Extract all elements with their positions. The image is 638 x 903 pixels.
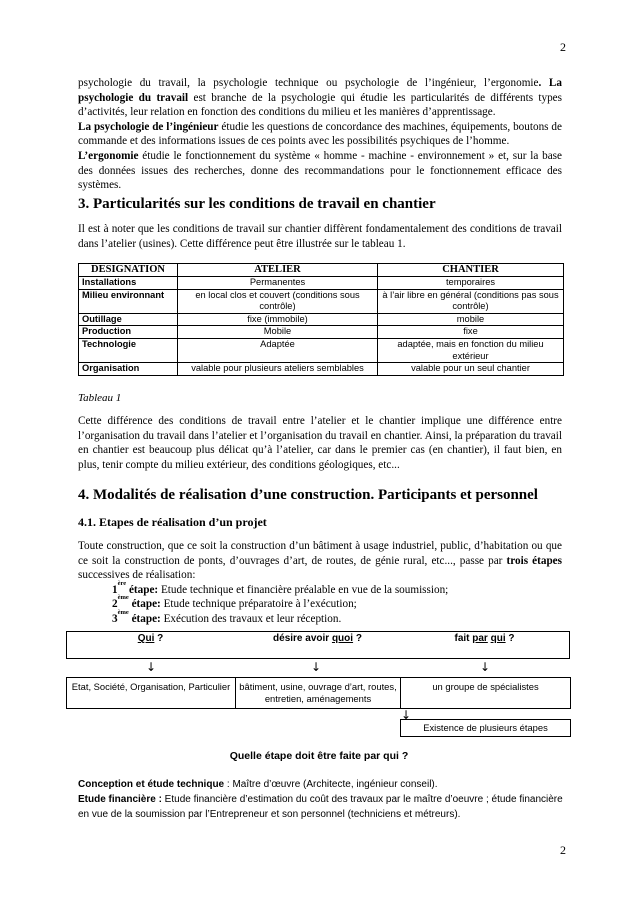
- diagram-header-what: [235, 631, 400, 659]
- header-by-word: par: [472, 633, 488, 644]
- table-cell: valable pour un seul chantier: [378, 363, 564, 376]
- diagram-box-by-whom: un groupe de spécialistes: [400, 677, 571, 709]
- table-cell: Mobile: [178, 326, 378, 339]
- header-by-rest: ?: [505, 633, 515, 644]
- step-number: 3: [112, 612, 118, 625]
- after-table-paragraph: Cette différence des conditions de travail entre l’atelier et le chantier implique une différence entre l’organisation du travail dans l’atelier et l’organisation du travail en chantier. Ainsi, la préparation du travail en chantier est beaucoup plus délicat qu’à l’atelier, car dans le premier cas (en chantier), il faut bien, en plus, tenir compte du milieu extérieur, des conditions géologiques, etc...: [78, 415, 562, 471]
- intro-text: [78, 76, 562, 193]
- page-number-top: 2: [560, 40, 566, 54]
- table-caption: Tableau 1: [78, 392, 122, 404]
- table-cell: adaptée, mais en fonction du milieu extérieur: [378, 338, 564, 362]
- section-3-paragraph: Il est à noter que les conditions de travail sur chantier diffèrent fondamentalement des conditions de travail dans l’atelier (usines). Cette différence peut être illustrée sur le tableau 1.: [78, 223, 562, 250]
- step-item: [112, 608, 562, 627]
- table-cell: mobile: [378, 313, 564, 326]
- diagram-question: Quelle étape doit être faite par qui ?: [229, 750, 409, 762]
- table-row: [79, 338, 564, 362]
- intro-p1-rest: est branche de la psychologie qui étudie les particularités de différents types d’activités, leur relation en fonction des conditions du milieu et les manières d’apprentissage.: [78, 91, 563, 119]
- header-what-word: quoi: [331, 633, 354, 644]
- table-cell: temporaires: [378, 277, 564, 290]
- arrow-down-icon: ↓: [401, 708, 412, 722]
- step-text: Etude technique et financière préalable en vue de la soumission;: [158, 583, 449, 596]
- intro-paragraph-2: [78, 120, 562, 149]
- table-cell: Organisation: [79, 363, 178, 376]
- step-number: 1: [112, 583, 118, 596]
- section-4-heading: 4. Modalités de réalisation d’une construction. Participants et personnel: [78, 487, 538, 503]
- table-cell: valable pour plusieurs ateliers semblables: [178, 363, 378, 376]
- arrow-down-icon: ↓: [480, 660, 491, 674]
- steps-list: [78, 579, 562, 627]
- step-text: Etude technique préparatoire à l’exécution;: [160, 598, 357, 611]
- header-what-rest: ?: [353, 633, 362, 644]
- intro-p1-bold: . La psychologie du travail: [78, 77, 562, 104]
- diagram-header-by-whom: [400, 631, 570, 659]
- bottom-line-1-text: : Maître d’œuvre (Architecte, ingénieur conseil).: [224, 779, 438, 790]
- step-ordinal: ème: [117, 608, 129, 616]
- header-what-pre: désire avoir: [273, 633, 332, 644]
- table-row: [79, 277, 564, 290]
- intro-p2-text: étudie les questions de concordance des machines, équipements, boutons de commande et des informations issues de ces points avec les possibilités psychiques de l’homme.: [78, 120, 562, 148]
- step-ordinal: ème: [117, 594, 129, 602]
- table-row: [79, 289, 564, 313]
- intro-paragraph-1: [78, 76, 562, 120]
- page-number-bottom: 2: [560, 843, 566, 857]
- header-whom-word: qui: [490, 633, 506, 644]
- intro-p3-text: étudie le fonctionnement du système « homme - machine - environnement » et, sur la base des données issues des recherches, donne des recommandations pour le fonctionnement efficace des systèmes.: [78, 149, 562, 192]
- table-row: [79, 313, 564, 326]
- intro-paragraph-3: [78, 149, 562, 193]
- arrow-down-icon: ↓: [146, 660, 157, 674]
- table-header: DESIGNATION: [79, 264, 178, 277]
- header-who-word: Qui: [137, 633, 155, 644]
- steps-intro-bold: trois étapes: [506, 554, 562, 567]
- bottom-line-2-bold: Etude financière :: [78, 794, 162, 805]
- diagram-box-steps: Existence de plusieurs étapes: [400, 719, 571, 737]
- step-ordinal: ère: [117, 579, 127, 587]
- table-cell: Outillage: [79, 313, 178, 326]
- bottom-line-1-bold: Conception et étude technique: [78, 779, 225, 790]
- steps-intro-rest: successives de réalisation:: [78, 569, 196, 582]
- table-cell: à l’air libre en général (conditions pas sous contrôle): [378, 289, 564, 313]
- section-4-paragraph: [78, 539, 562, 627]
- diagram-header-who: [66, 631, 235, 659]
- header-by-pre: fait: [454, 633, 473, 644]
- step-number: 2: [112, 598, 118, 611]
- conditions-table: [78, 263, 564, 376]
- diagram-box-who: Etat, Société, Organisation, Particulier: [66, 677, 236, 709]
- intro-p1-text: psychologie du travail, la psychologie technique ou psychologie de l’ingénieur, l’ergonomie: [78, 77, 539, 89]
- bottom-line-2: [78, 792, 564, 822]
- intro-p2-bold: La psychologie de l’ingénieur: [78, 120, 219, 133]
- table-cell: fixe: [378, 326, 564, 339]
- table-row: [79, 363, 564, 376]
- table-header: CHANTIER: [378, 264, 564, 277]
- arrow-down-icon: ↓: [311, 660, 322, 674]
- steps-intro: [78, 539, 562, 583]
- section-4-1-heading: 4.1. Etapes de réalisation d’un projet: [78, 515, 267, 529]
- steps-intro-text: Toute construction, que ce soit la construction d’un bâtiment à usage industriel, public, d’habitation ou que ce soit la construction de ponts, d’ouvrages d’art, de routes, de génie rural, etc..., passe par: [78, 540, 562, 567]
- header-who-rest: ?: [154, 633, 164, 644]
- step-item: [112, 579, 562, 598]
- step-label: étape:: [128, 612, 161, 625]
- table-cell: Milieu environnant: [79, 289, 178, 313]
- step-text: Exécution des travaux et leur réception.: [160, 612, 342, 625]
- section-3-heading: 3. Particularités sur les conditions de travail en chantier: [78, 196, 436, 212]
- table-header: ATELIER: [178, 264, 378, 277]
- step-item: [112, 594, 562, 612]
- bottom-line-1: [78, 777, 564, 792]
- bottom-text: [78, 777, 564, 822]
- bottom-line-2-text: Etude financière d’estimation du coût des travaux par le maître d’oeuvre ; étude financière en vue de la soumission par l’Entrepreneur et son personnel (techniciens et métreurs).: [78, 794, 563, 820]
- table-cell: Adaptée: [178, 338, 378, 362]
- step-label: étape:: [126, 583, 159, 596]
- table-cell: Production: [79, 326, 178, 339]
- step-label: étape:: [128, 598, 161, 611]
- table-row: [79, 326, 564, 339]
- table-cell: Permanentes: [178, 277, 378, 290]
- table-header-row: [79, 264, 564, 277]
- table-cell: Technologie: [79, 338, 178, 362]
- diagram-box-what: bâtiment, usine, ouvrage d’art, routes, entretien, aménagements: [235, 677, 401, 709]
- table-cell: en local clos et couvert (conditions sous contrôle): [178, 289, 378, 313]
- intro-p3-bold: L’ergonomie: [78, 149, 139, 162]
- table-cell: Installations: [79, 277, 178, 290]
- table-cell: fixe (immobile): [178, 313, 378, 326]
